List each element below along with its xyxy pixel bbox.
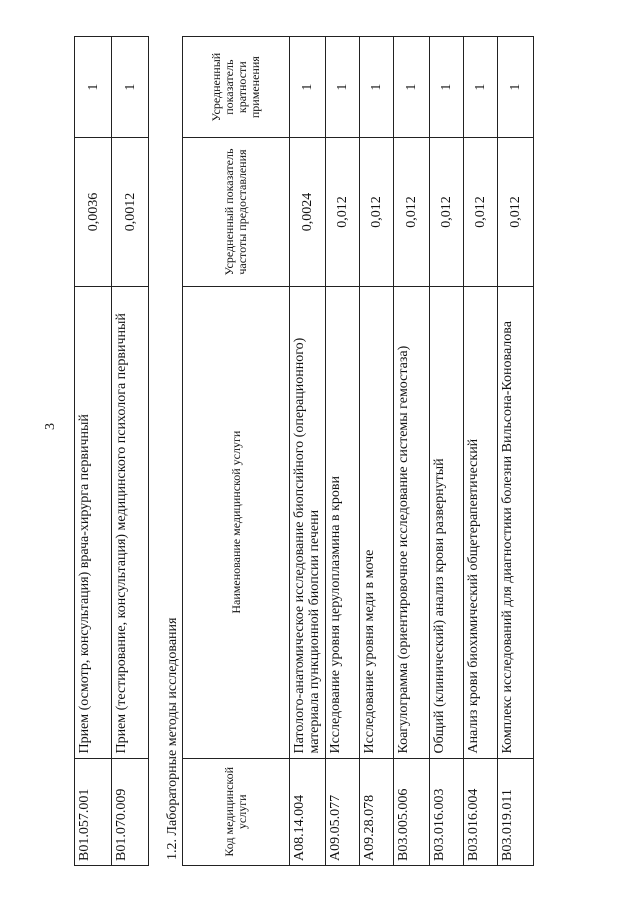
service-code: A09.28.078 — [360, 758, 394, 865]
table-row — [112, 37, 149, 866]
table-row — [290, 37, 326, 866]
service-name: Исследование уровня церулоплазмина в крови — [326, 286, 360, 758]
column-header-frequency: Усредненный показатель частоты предоставления — [183, 138, 290, 286]
service-name: Исследование уровня меди в моче — [360, 286, 394, 758]
frequency-value: 0,012 — [360, 138, 394, 286]
service-name: Комплекс исследований для диагностики болезни Вильсона-Коновалова — [498, 286, 534, 758]
service-name: Коагулограмма (ориентировочное исследование системы гемостаза) — [394, 286, 430, 758]
multiplicity-value: 1 — [498, 37, 534, 138]
multiplicity-value: 1 — [360, 37, 394, 138]
frequency-value: 0,012 — [394, 138, 430, 286]
multiplicity-value: 1 — [75, 37, 112, 138]
frequency-value: 0,012 — [326, 138, 360, 286]
column-header-multiplicity: Усредненный показатель кратности применения — [183, 37, 290, 138]
services-table-laboratory — [182, 36, 534, 866]
frequency-value: 0,0024 — [290, 138, 326, 286]
services-table-consultations — [74, 36, 149, 866]
column-header-name: Наименование медицинской услуги — [183, 286, 290, 758]
service-code: B01.057.001 — [75, 758, 112, 865]
service-code: B03.016.003 — [430, 758, 464, 865]
multiplicity-value: 1 — [290, 37, 326, 138]
frequency-value: 0,0036 — [75, 138, 112, 286]
table-row — [394, 37, 430, 866]
table-row — [464, 37, 498, 866]
frequency-value: 0,0012 — [112, 138, 149, 286]
column-header-code: Код медицинской услуги — [183, 758, 290, 865]
multiplicity-value: 1 — [326, 37, 360, 138]
table-header-row — [183, 37, 290, 866]
frequency-value: 0,012 — [430, 138, 464, 286]
table-row — [75, 37, 112, 866]
service-name: Анализ крови биохимический общетерапевтический — [464, 286, 498, 758]
service-code: A08.14.004 — [290, 758, 326, 865]
table-row — [360, 37, 394, 866]
page-number: 3 — [43, 423, 58, 430]
service-code: B01.070.009 — [112, 758, 149, 865]
section-title: 1.2. Лабораторные методы исследования — [165, 617, 180, 860]
multiplicity-value: 1 — [394, 37, 430, 138]
service-name: Патолого-анатомическое исследование биопсийного (операционного) материала пункционной биопсии печени — [290, 286, 326, 758]
document-page — [40, 36, 620, 866]
table-row — [326, 37, 360, 866]
frequency-value: 0,012 — [498, 138, 534, 286]
service-name: Прием (осмотр, консультация) врача-хирурга первичный — [75, 286, 112, 758]
service-name: Общий (клинический) анализ крови развернутый — [430, 286, 464, 758]
table-row — [498, 37, 534, 866]
multiplicity-value: 1 — [464, 37, 498, 138]
table-row — [430, 37, 464, 866]
service-code: B03.005.006 — [394, 758, 430, 865]
service-name: Прием (тестирование, консультация) медицинского психолога первичный — [112, 286, 149, 758]
service-code: A09.05.077 — [326, 758, 360, 865]
service-code: B03.016.004 — [464, 758, 498, 865]
service-code: B03.019.011 — [498, 758, 534, 865]
multiplicity-value: 1 — [430, 37, 464, 138]
frequency-value: 0,012 — [464, 138, 498, 286]
multiplicity-value: 1 — [112, 37, 149, 138]
